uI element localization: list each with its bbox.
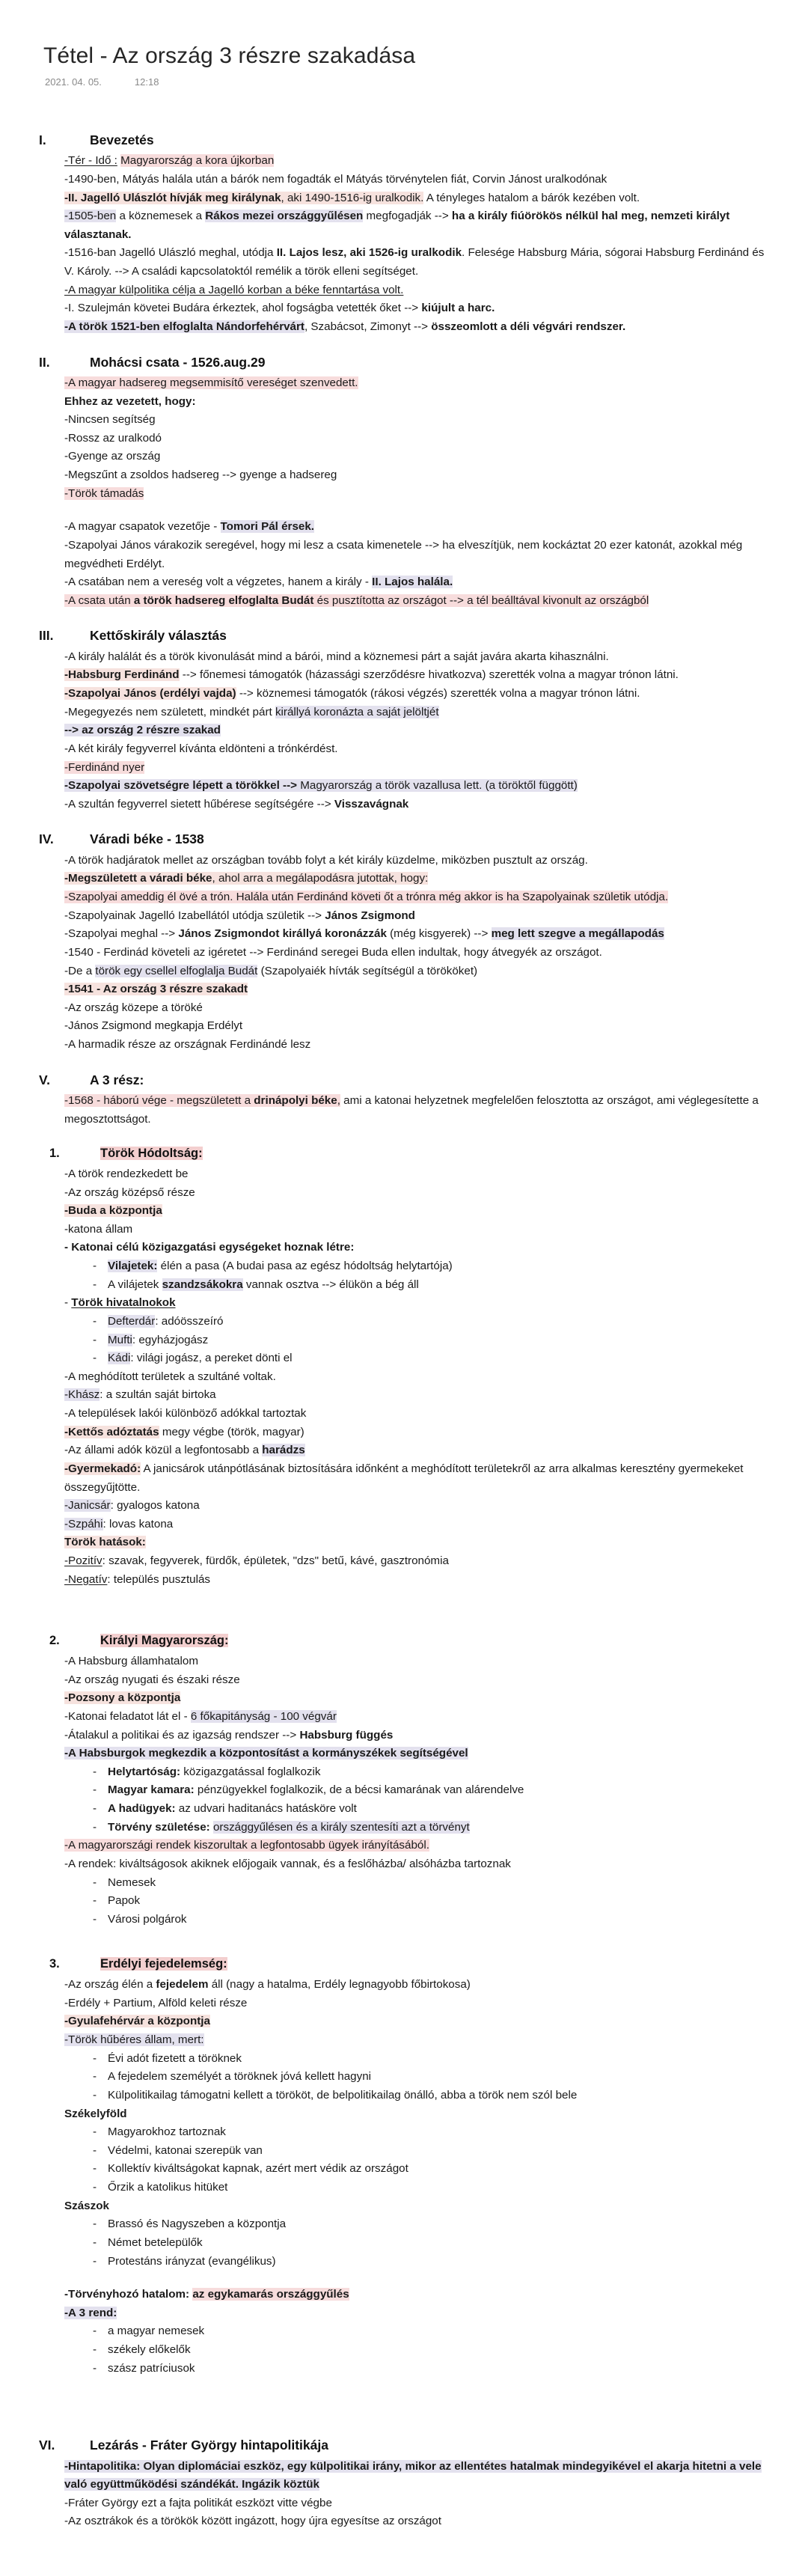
document-body: [30, 129, 778, 2531]
text-line: -Fráter György ezt a fajta politikát eszközt vitte végbe: [64, 2496, 332, 2509]
text-line: -1541 - Az ország 3 részre szakadt: [64, 983, 248, 996]
text-line: -A török hadjáratok mellet az országban tovább folyt a két király küzdelme, miközben pusztult az ország.: [64, 853, 588, 867]
text-line: -Az ország élén a fejedelem áll (nagy a hatalma, Erdély legnagyobb főbirtokosa): [64, 1978, 471, 1991]
text-line: -Megegyezés nem született, mindkét párt királlyá koronázta a saját jelöltjét: [64, 705, 439, 718]
text-line: -Ferdinánd nyer: [64, 760, 145, 774]
bullet-list: [64, 2050, 771, 2105]
text-line: -Habsburg Ferdinánd --> főnemesi támogatók (házassági szerződésre hivatkozva) szerették volna a magyar trónon látni.: [64, 668, 679, 682]
text-line: -Kettős adóztatás megy végbe (török, magyar): [64, 1425, 304, 1438]
spacer: [64, 2271, 771, 2286]
subsection-heading-3: [49, 1954, 771, 1974]
text-line: -Megszűnt a zsoldos hadsereg --> gyenge a hadsereg: [64, 468, 337, 482]
text-line: [64, 2105, 771, 2124]
section-title-3: Kettőskirály választás: [90, 628, 227, 644]
list-item: - Papok: [87, 1892, 771, 1911]
text-line: -A 3 rend:: [64, 2306, 117, 2319]
spacer: [64, 337, 771, 352]
text-line: -A meghódított területek a szultáné voltak.: [64, 1370, 276, 1383]
text-line: -Gyenge az ország: [64, 450, 161, 463]
section-number-5: V.: [39, 1072, 50, 1087]
list-item: - Kádi: világi jogász, a pereket dönti el: [87, 1349, 771, 1368]
section-number-6: VI.: [39, 2438, 55, 2453]
bullet-list: [64, 2322, 771, 2378]
spacer: [64, 1589, 771, 1631]
subsection-title-3: Erdélyi fejedelemség:: [100, 1957, 227, 1971]
text-line: -1516-ban Jagelló Ulászló meghal, utódja II. Lajos lesz, aki 1526-ig uralkodik. Felesége Habsburg Mária, sógorai Habsburg Ferdinánd és V. Károly. --> A családi kapcsolatoktól remélik a török elleni segítséget.: [64, 246, 765, 278]
text-line: -1568 - háború vége - megszületett a drinápolyi béke, ami a katonai helyzetnek megfelelően felosztotta az országot, ami véglegesítette a megosztottságot.: [64, 1093, 759, 1126]
list-item: - A hadügyek: az udvari haditanács hatásköre volt: [87, 1800, 771, 1819]
text-line: -A csata után a török hadsereg elfoglalta Budát és pusztította az országot --> a tél beálltával kivonult az országból: [64, 593, 649, 607]
section-heading-2: [39, 352, 771, 373]
text-line: - Török hivatalnokok: [64, 1296, 176, 1310]
text-line: -Rossz az uralkodó: [64, 431, 162, 445]
text-line: -A települések lakói különböző adókkal tartoztak: [64, 1407, 307, 1420]
text-line: -Szapolyai szövetségre lépett a törökkel --> Magyarország a török vazallusa lett. (a töröktől függött): [64, 779, 578, 793]
text-line: -Szapolyai János várakozik seregével, hogy mi lesz a csata kimenetele --> ha elveszítjük, nem kockáztat 20 ezer katonát, azokkal még megvédheti Erdélyt.: [64, 538, 743, 570]
text-line: -A török rendezkedett be: [64, 1167, 189, 1180]
group-label-szaszok: Szászok: [64, 2199, 109, 2212]
spacer: [64, 503, 771, 518]
text-line: -Pozitív: szavak, fegyverek, fürdők, épületek, "dzs" betű, kávé, gasztronómia: [64, 1554, 449, 1568]
list-item: - Magyar kamara: pénzügyekkel foglalkozik, de a bécsi kamarának van alárendelve: [87, 1781, 771, 1800]
text-line: -1540 - Ferdinád követeli az igéretet --> Ferdinánd seregei Buda ellen indultak, hogy átvegyék az országot.: [64, 945, 602, 959]
list-item: - Külpolitikailag támogatni kellett a törököt, de belpolitikailag önálló, abba a török nem szól bele: [87, 2087, 771, 2105]
text-line: -Buda a központja: [64, 1204, 162, 1218]
text-line: -Janicsár: gyalogos katona: [64, 1499, 200, 1513]
text-line: -A magyar hadsereg megsemmisítő vereséget szenvedett.: [64, 376, 358, 389]
list-item: - Vilajetek: élén a pasa (A budai pasa az egész hódoltság helytartója): [87, 1257, 771, 1276]
text-line: -A magyarországi rendek kiszorultak a legfontosabb ügyek irányításából.: [64, 1839, 429, 1852]
text-line: -Török hűbéres állam, mert:: [64, 2033, 204, 2046]
text-line: -A két király fegyverrel kívánta eldönteni a trónkérdést.: [64, 742, 338, 755]
text-line: --> az ország 2 részre szakad: [64, 724, 221, 737]
bullet-list: [64, 1763, 771, 1837]
section-number-3: III.: [39, 628, 54, 644]
group-label-szekelyfold: Székelyföld: [64, 2107, 127, 2120]
bullet-list: [64, 1257, 771, 1294]
list-item: - szász patríciusok: [87, 2360, 771, 2378]
bullet-list: [64, 1874, 771, 1929]
text-line: -A király halálát és a török kivonulását mind a bárói, mind a köznemesi párt a saját javára akarta kihasználni.: [64, 650, 609, 663]
document-meta: [45, 76, 778, 88]
list-item: - Protestáns irányzat (evangélikus): [87, 2253, 771, 2271]
text-line: Ehhez az vezetett, hogy:: [64, 394, 196, 408]
text-line: -Szapolyai János (erdélyi vajda) --> köznemesi támogatók (rákosi végzés) szerették volna a magyar trónon látni.: [64, 687, 640, 701]
spacer: [64, 1054, 771, 1069]
text-line: -Tér - Idő : Magyarország a kora újkorban: [64, 154, 275, 168]
list-item: - székely előkelők: [87, 2341, 771, 2360]
spacer: [64, 2420, 771, 2435]
text-line: -Az ország középső része: [64, 1185, 195, 1199]
bullet-list: [64, 1313, 771, 1368]
spacer: [64, 610, 771, 625]
list-item: - Magyarokhoz tartoznak: [87, 2123, 771, 2142]
text-line: -Az ország közepe a töröké: [64, 1001, 203, 1014]
text-line: -A török 1521-ben elfoglalta Nándorfehérvárt, Szabácsot, Zimonyt --> összeomlott a déli végvári rendszer.: [64, 320, 626, 333]
text-line: -Az osztrákok és a törökök között ingázott, hogy újra egyesítse az országot: [64, 2515, 441, 2528]
text-line: -A magyar csapatok vezetője - Tomori Pál érsek.: [64, 520, 315, 534]
text-line: -Negatív: település pusztulás: [64, 1572, 211, 1586]
text-line: -katona állam: [64, 1222, 133, 1236]
section-heading-5: [39, 1069, 771, 1090]
section-number-2: II.: [39, 354, 50, 370]
text-line: -1490-ben, Mátyás halála után a bárók nem fogadták el Mátyás törvénytelen fiát, Corvin Jánost uralkodónak: [64, 172, 607, 186]
text-line: -A harmadik része az országnak Ferdinándé lesz: [64, 1038, 311, 1051]
section-title-1: Bevezetés: [90, 132, 154, 147]
subsection-title-2: Királyi Magyarország:: [100, 1634, 229, 1648]
section-number-1: I.: [39, 132, 46, 147]
list-item: - Kollektív kiváltságokat kapnak, azért mert védik az országot: [87, 2160, 771, 2179]
text-line: -II. Jagelló Ulászlót hívják meg királynak, aki 1490-1516-ig uralkodik. A tényleges hatalom a bárók kezében volt.: [64, 191, 640, 204]
text-line: -A rendek: kiváltságosok akiknek előjogaik vannak, és a feslőházba/ alsóházba tartoznak: [64, 1857, 511, 1870]
text-line: -Szpáhi: lovas katona: [64, 1517, 174, 1530]
text-line: -Az állami adók közül a legfontosabb a harádzs: [64, 1444, 305, 1457]
section-heading-1: [39, 129, 771, 150]
text-line: -A magyar külpolitika célja a Jagelló korban a béke fenntartása volt.: [64, 283, 404, 296]
text-line: -Szapolyai meghal --> János Zsigmondot királlyá koronázzák (még kisgyerek) --> meg lett szegve a megállapodás: [64, 927, 664, 941]
text-line: -Szapolyainak Jagelló Izabellától utódja születik --> János Zsigmond: [64, 909, 415, 922]
meta-date: 2021. 04. 05.: [45, 76, 102, 88]
text-line: -Nincsen segítség: [64, 413, 156, 427]
spacer: [64, 1129, 771, 1144]
text-line: -A Habsburg államhatalom: [64, 1655, 198, 1668]
subsection-heading-1: [49, 1144, 771, 1164]
text-line: -I. Szulejmán követei Budára érkeztek, ahol fogságba vetették őket --> kiújult a harc.: [64, 302, 495, 315]
list-item: - a magyar nemesek: [87, 2322, 771, 2341]
bullet-list: [64, 2215, 771, 2271]
text-line: -Erdély + Partium, Alföld keleti része: [64, 1996, 248, 2009]
spacer: [64, 814, 771, 828]
list-item: - Városi polgárok: [87, 1911, 771, 1929]
subsection-number-3: 3.: [49, 1957, 60, 1971]
text-line: -A Habsburgok megkezdik a központosítást a kormányszékek segítségével: [64, 1747, 468, 1760]
text-line: -Átalakul a politikai és az igazság rendszer --> Habsburg függés: [64, 1728, 394, 1742]
text-line: -Khász: a szultán saját birtoka: [64, 1388, 216, 1402]
list-item: - Német betelepülők: [87, 2234, 771, 2253]
section-title-5: A 3 rész:: [90, 1072, 144, 1087]
list-item: - Védelmi, katonai szerepük van: [87, 2142, 771, 2161]
bullet-list: [64, 2123, 771, 2197]
list-item: - Helytartóság: közigazgatással foglalkozik: [87, 1763, 771, 1782]
text-line: -A csatában nem a vereség volt a végzetes, hanem a király - II. Lajos halála.: [64, 576, 453, 589]
list-item: - Őrzik a katolikus hitüket: [87, 2179, 771, 2197]
subsection-number-1: 1.: [49, 1147, 60, 1161]
section-number-4: IV.: [39, 831, 54, 847]
text-line: -Törvényhozó hatalom: az egykamarás országgyűlés: [64, 2288, 349, 2301]
spacer: [64, 1929, 771, 1954]
section-title-6: Lezárás - Fráter György hintapolitikája: [90, 2438, 328, 2453]
subsection-heading-2: [49, 1631, 771, 1651]
section-heading-3: [39, 625, 771, 646]
list-item: - A fejedelem személyét a töröknek jóvá kellett hagyni: [87, 2068, 771, 2087]
text-line: -1505-ben a köznemesek a Rákos mezei országgyűlésen megfogadják --> ha a király fiúörökös nélkül hal meg, nemzeti királyt választanak.: [64, 210, 730, 241]
text-line: -De a török egy csellel elfoglalja Budát (Szapolyaiék hívták segítségül a törököket): [64, 964, 478, 977]
text-line: -Megszületett a váradi béke, ahol arra a megálapodásra jutottak, hogy:: [64, 872, 429, 885]
section-heading-6: [39, 2435, 771, 2456]
list-item: - Évi adót fizetett a töröknek: [87, 2050, 771, 2069]
page-title: Tétel - Az ország 3 részre szakadása: [43, 43, 416, 68]
text-line: -Hintapolitika: Olyan diplomáciai eszköz, egy külpolitikai irány, mikor az ellentétes hatalmak mindegyikével el akarja hitetni a vele való együttműködési szándékát. Ingázik köztük: [64, 2459, 762, 2491]
list-item: - Törvény születése: országgyűlésen és a király szentesíti azt a törvényt: [87, 1819, 771, 1837]
text-line: [64, 2197, 771, 2216]
text-line: Török hatások:: [64, 1536, 146, 1549]
subsection-title-1: Török Hódoltság:: [100, 1147, 203, 1161]
text-line: -Pozsony a központja: [64, 1691, 181, 1705]
list-item: - Brassó és Nagyszeben a központja: [87, 2215, 771, 2234]
text-line: -Szapolyai ameddig él övé a trón. Halála után Ferdinánd követi őt a trónra még akkor is ha Szapolyainak születik utódja.: [64, 891, 669, 903]
subsection-number-2: 2.: [49, 1634, 60, 1648]
section-heading-4: [39, 828, 771, 849]
list-item: - Defterdár: adóösszeíró: [87, 1313, 771, 1331]
text-line: -Gyulafehérvár a központja: [64, 2015, 210, 2028]
section-title-2: Mohácsi csata - 1526.aug.29: [90, 354, 266, 370]
text-line: -Katonai feladatot lát el - 6 főkapitányság - 100 végvár: [64, 1709, 337, 1723]
text-line: -Az ország nyugati és északi része: [64, 1673, 240, 1686]
list-item: - Mufti: egyházjogász: [87, 1331, 771, 1350]
text-line: - Katonai célú közigazgatási egységeket hoznak létre:: [64, 1241, 355, 1254]
spacer: [64, 2378, 771, 2420]
list-item: - A vilájetek szandzsákokra vannak osztva --> élükön a bég áll: [87, 1276, 771, 1295]
text-line: -A szultán fegyverrel sietett hűbérese segítségére --> Visszavágnak: [64, 797, 409, 811]
list-item: - Nemesek: [87, 1874, 771, 1893]
meta-time: 12:18: [134, 76, 159, 88]
text-line: -János Zsigmond megkapja Erdélyt: [64, 1019, 243, 1033]
text-line: -Török támadás: [64, 486, 144, 500]
text-line: -Gyermekadó: A janicsárok utánpótlásának biztosítására időnként a meghódított területekről az arra alkalmas keresztény gyermekeket összegyűjtötte.: [64, 1462, 744, 1494]
section-title-4: Váradi béke - 1538: [90, 831, 204, 847]
